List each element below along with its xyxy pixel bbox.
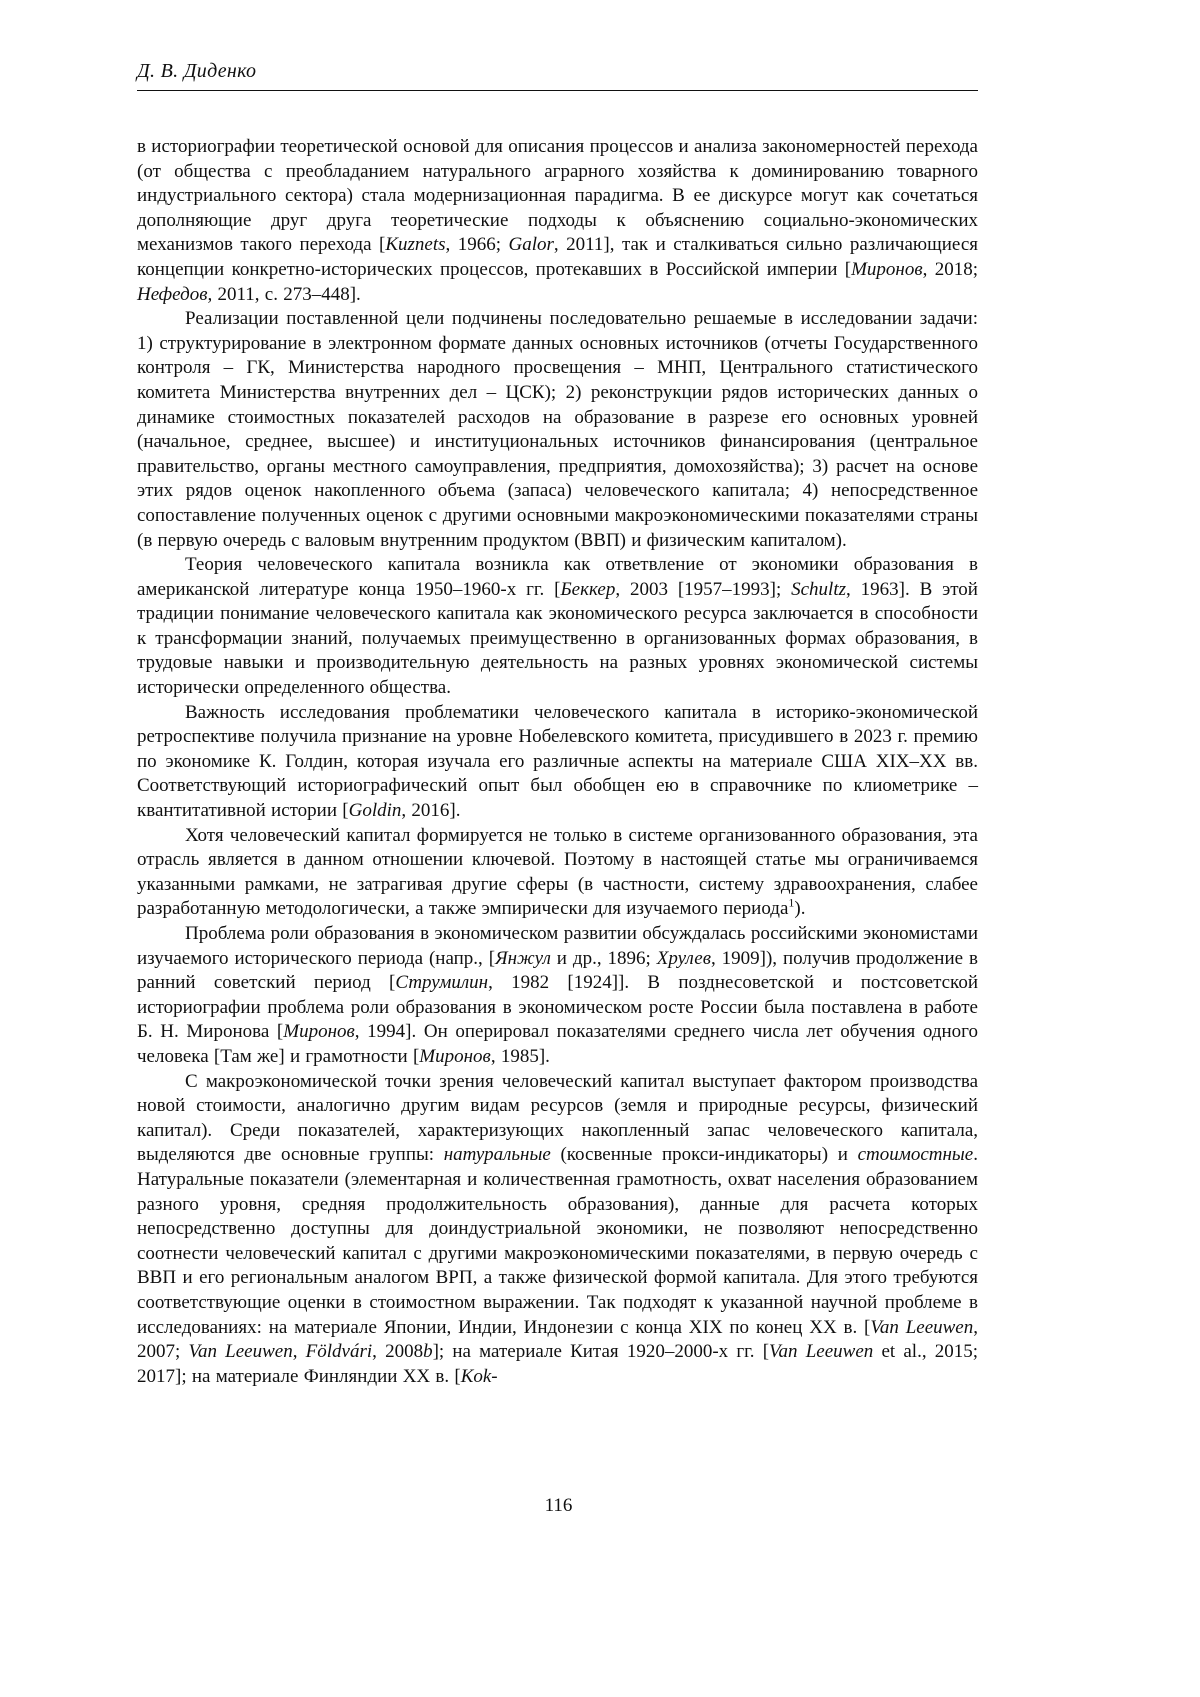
text-run: , 1982 [1924]]. В позднесоветской и постсоветской историографии проблема роли образования в экономическом росте России была поставлена в работе Б. Н. Миронова [ [137,972,978,1043]
text-run: , 1994]. Он оперировал показателями среднего числа лет обучения одного человека [Там же] и грамотности [ [137,1021,978,1067]
italic-text-run: Goldin [348,800,402,822]
italic-text-run: Földvári [305,1341,373,1363]
paragraph [137,307,978,553]
italic-text-run: Kok- [460,1365,498,1387]
text-run: , [292,1341,306,1363]
italic-text-run: Янжул [495,947,551,969]
text-run: 2011, с. 273–448]. [212,283,361,305]
paragraph [137,701,978,824]
page-footer [137,1495,980,1517]
text-run: ]; на материале Китая 1920–2000-х гг. [ [432,1341,770,1363]
italic-text-run: Kuznets [385,234,446,256]
paragraph [137,922,978,1070]
italic-text-run: Беккер [560,578,616,600]
text-run: Проблема роли образования в экономическом развитии обсуждалась российскими экономистами изучаемого исторического периода (напр., [ [137,923,978,969]
text-run: , 2003 [1957–1993]; [615,578,792,600]
italic-text-run: Миронов [851,258,923,280]
italic-text-run: b [423,1341,433,1363]
italic-text-run: Van Leeuwen [870,1316,974,1338]
italic-text-run: Миронов [419,1045,491,1067]
running-header [137,60,978,91]
italic-text-run: Миронов [283,1021,355,1043]
text-run: , 2008 [372,1341,424,1363]
text-run: в историографии теоретической основой для описания процессов и анализа закономерностей перехода (от общества с преобладанием натурального аграрного хозяйства к доминированию товарного индустриального сектора) стала модернизационная парадигма. В ее дискурсе могут как сочетаться дополняющие друг друга теоретические подходы к объяснению социально-экономических механизмов такого перехода [ [137,136,978,256]
text-run: , 1963]. В этой традиции понимание человеческого капитала как экономического ресурса заключается в способности к трансформации знаний, получаемых преимущественно в организованных формах образования, в трудовые навыки и производительную деятельность на разных уровнях экономической системы исторически определенного общества. [137,578,978,699]
text-run: (косвенные прокси-индикаторы) и [550,1144,858,1166]
text-run: , 2007; [137,1316,978,1363]
paragraph [137,824,978,922]
running-header-author: Д. В. Диденко [137,60,257,82]
footnote-reference: 1 [788,896,795,911]
italic-text-run: Van Leeuwen [769,1341,874,1363]
paragraph [137,1070,978,1390]
text-run: , 1985]. [490,1045,550,1067]
italic-text-run: Galor [508,234,554,256]
text-run: , 1909]), получив продолжение в ранний советский период [ [137,947,978,994]
body-text [137,135,978,1389]
text-run: Теория человеческого капитала возникла как ответвление от экономики образования в американской литературе конца 1950–1960-х гг. [ [137,554,978,600]
text-run: Важность исследования проблематики человеческого капитала в историко-экономической ретроспективе получила признание на уровне Нобелевского комитета, присудившего в 2023 г. премию по экономике К. Голдин, которая изучала его различные аспекты на материале США XIX–XX вв. Соответствующий историографический опыт был обобщен ею в справочнике по клиометрике – квантитативной истории [ [137,701,978,822]
italic-text-run: Van Leeuwen [188,1341,293,1363]
text-run: Хотя человеческий капитал формируется не только в системе организованного образования, эта отрасль является в данном отношении ключевой. Поэтому в настоящей статье мы ограничиваемся указанными рамками, не затрагивая другие сферы (в частности, систему здравоохранения, слабее разработанную методологически, а также эмпирически для изучаемого периода [137,824,978,920]
paragraph [137,135,978,307]
text-run: , 2011], так и сталкиваться сильно различающиеся концепции конкретно-исторических процессов, протекавших в Российской империи [ [137,234,978,280]
page-number: 116 [544,1495,573,1516]
text-run: , 2018; [922,258,979,280]
italic-text-run: Струмилин [395,972,489,994]
text-run: , 1966; [445,234,509,256]
italic-text-run: Schultz [791,578,847,600]
italic-text-run: натуральные [443,1144,551,1166]
italic-text-run: стоимостные [857,1144,974,1166]
text-run: Реализации поставленной цели подчинены последовательно решаемые в исследовании задачи: 1) структурирование в электронном формате данных основных источников (отчеты Государственного контроля – ГК, Министерства народного просвещения – МНП, Центрального статистического комитета Министерства внутренних дел – ЦСК); 2) реконструкции рядов исторических данных о динамике стоимостных показателей расходов на образование в разрезе его основных уровней (начальное, среднее, высшее) и институциональных источников финансирования (центральное правительство, органы местного самоуправления, предприятия, домохозяйства); 3) расчет на основе этих рядов оценок накопленного объема (запаса) человеческого капитала; 4) непосредственное сопоставление полученных оценок с другими основными макроэкономическими показателями страны (в первую очередь с валовым внутренним продуктом (ВВП) и физическим капиталом). [137,308,978,551]
italic-text-run: Нефедов, [137,283,213,305]
italic-text-run: Хрулев [656,947,711,969]
text-run: . Натуральные показатели (элементарная и количественная грамотность, охват населения образованием разного уровня, средняя продолжительность образования), данные для расчета которых непосредственно доступны для доиндустриальной экономики, не позволяют непосредственно соотнести человеческий капитал с другими макроэкономическими показателями, в первую очередь с ВВП и его региональным аналогом ВРП, а также физической формой капитала. Для этого требуются соответствующие оценки в стоимостном выражении. Так подходят к указанной научной проблеме в исследованиях: на материале Японии, Индии, Индонезии с конца XIX по конец XX в. [ [137,1144,978,1338]
text-run: et al., 2015; 2017]; на материале Финляндии XX в. [ [137,1341,979,1387]
text-run: и др., 1896; [550,947,657,969]
text-run: , 2016]. [401,800,461,822]
paragraph [137,553,978,701]
text-run: С макроэкономической точки зрения человеческий капитал выступает фактором производства новой стоимости, аналогично другим видам ресурсов (земля и природные ресурсы, физический капитал). Среди показателей, характеризующих накопленный запас человеческого капитала, выделяются две основные группы: [137,1070,978,1166]
text-run: ). [794,898,806,920]
